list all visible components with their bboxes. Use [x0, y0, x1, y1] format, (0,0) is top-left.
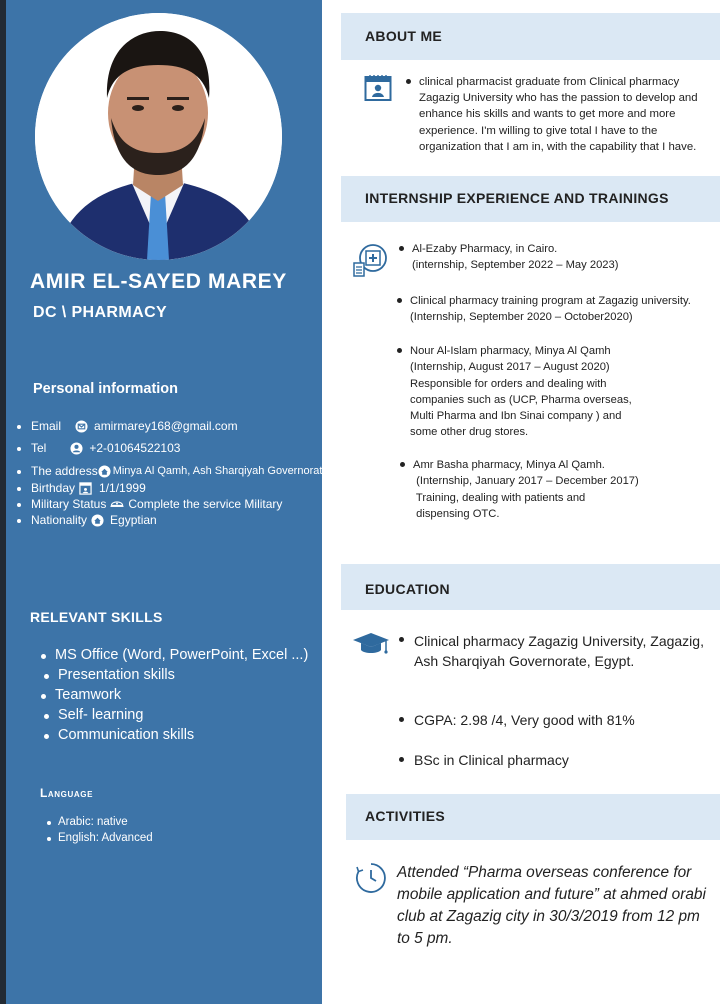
about-header [341, 13, 720, 60]
profile-card-icon [364, 74, 392, 102]
tel-value[interactable]: +2-01064522103 [89, 441, 181, 455]
activity-text: Attended “Pharma overseas conference for mobile application and future” at ahmed orabi club at Zagazig city in 30/3/2019 from 12 pm to 5 pm. [397, 864, 706, 947]
person-icon [70, 442, 83, 455]
military-label: Military Status [31, 497, 107, 511]
skill-item: Communication skills [58, 727, 195, 743]
skill-item: Self- learning [58, 707, 144, 723]
military-value: Complete the service Military [128, 497, 283, 511]
address-label: The address [31, 464, 98, 478]
portrait-photo-icon [35, 13, 282, 260]
address-row [31, 464, 329, 478]
bullet-dot [399, 246, 404, 251]
bullet-dot [399, 757, 404, 762]
internship-header [341, 176, 720, 222]
address-value: Minya Al Qamh, Ash Sharqiyah Governorate [112, 465, 329, 477]
profile-photo [35, 13, 282, 260]
skill-item: Teamwork [55, 687, 122, 703]
pharmacy-icon [352, 243, 390, 279]
tel-row [31, 441, 180, 455]
person-title: DC \ PHARMACY [33, 304, 168, 321]
internship-item: Al-Ezaby Pharmacy, in Cairo. (internship, September 2022 – May 2023) [412, 243, 619, 272]
bullet-dot [397, 298, 402, 303]
birthday-row [31, 481, 146, 495]
bullet-dot [397, 348, 402, 353]
bullet-dot [400, 462, 405, 467]
home-icon [98, 465, 111, 478]
education-header [341, 564, 720, 610]
activities-heading: ACTIVITIES [365, 808, 446, 824]
skill-item: MS Office (Word, PowerPoint, Excel ...) [55, 647, 309, 663]
nationality-row [31, 513, 157, 527]
military-row [31, 497, 282, 511]
bullet-dot [406, 79, 411, 84]
language-item: English: Advanced [58, 832, 153, 844]
home-icon [91, 514, 104, 527]
education-item: Clinical pharmacy Zagazig University, Zagazig, Ash Sharqiyah Governorate, Egypt. [414, 633, 704, 669]
calendar-icon [79, 482, 92, 495]
internship-item: Nour Al-Islam pharmacy, Minya Al Qamh (Internship, August 2017 – August 2020) Responsible for orders and dealing with companies such as (UCP, Pharma overseas, Multi Pharma and Ibn Sinai company ) and some other drug stores. [410, 345, 632, 439]
internship-item: Amr Basha pharmacy, Minya Al Qamh. (Internship, January 2017 – December 2017) Training, dealing with patients and dispensing OTC. [413, 459, 639, 520]
email-row [31, 419, 238, 433]
birthday-label: Birthday [31, 481, 76, 495]
person-name: AMIR EL-SAYED MAREY [30, 270, 287, 293]
skills-heading: RELEVANT SKILLS [30, 609, 163, 625]
military-cap-icon [109, 498, 125, 511]
nationality-value: Egyptian [110, 513, 157, 527]
email-icon [75, 420, 88, 433]
bullet-dot [399, 637, 404, 642]
education-item: BSc in Clinical pharmacy [414, 752, 569, 768]
birthday-value: 1/1/1999 [99, 481, 146, 495]
sidebar [6, 0, 329, 1004]
language-heading: Language [40, 786, 94, 800]
internship-heading: INTERNSHIP EXPERIENCE AND TRAININGS [365, 190, 669, 206]
bullet-dot [399, 717, 404, 722]
email-value[interactable]: amirmarey168@gmail.com [94, 419, 238, 433]
education-item: CGPA: 2.98 /4, Very good with 81% [414, 712, 635, 728]
personal-info-heading: Personal information [33, 381, 179, 397]
about-text: clinical pharmacist graduate from Clinical pharmacy Zagazig University who has the passion to develop and enhance his skills and wants to get more and more experience. I'm willing to give total I have to the organization that I am in, with the capability that I have. [419, 76, 698, 153]
about-heading: ABOUT ME [365, 28, 443, 44]
skill-item: Presentation skills [58, 667, 175, 683]
clock-icon [355, 862, 387, 894]
education-heading: EDUCATION [365, 581, 450, 597]
language-item: Arabic: native [58, 816, 128, 828]
tel-label: Tel [31, 441, 47, 455]
graduation-cap-icon [352, 632, 390, 656]
internship-item: Clinical pharmacy training program at Zagazig university. (Internship, September 2020 – October2020) [410, 295, 691, 324]
nationality-label: Nationality [31, 513, 88, 527]
activities-header [346, 794, 720, 840]
email-label: Email [31, 419, 62, 433]
